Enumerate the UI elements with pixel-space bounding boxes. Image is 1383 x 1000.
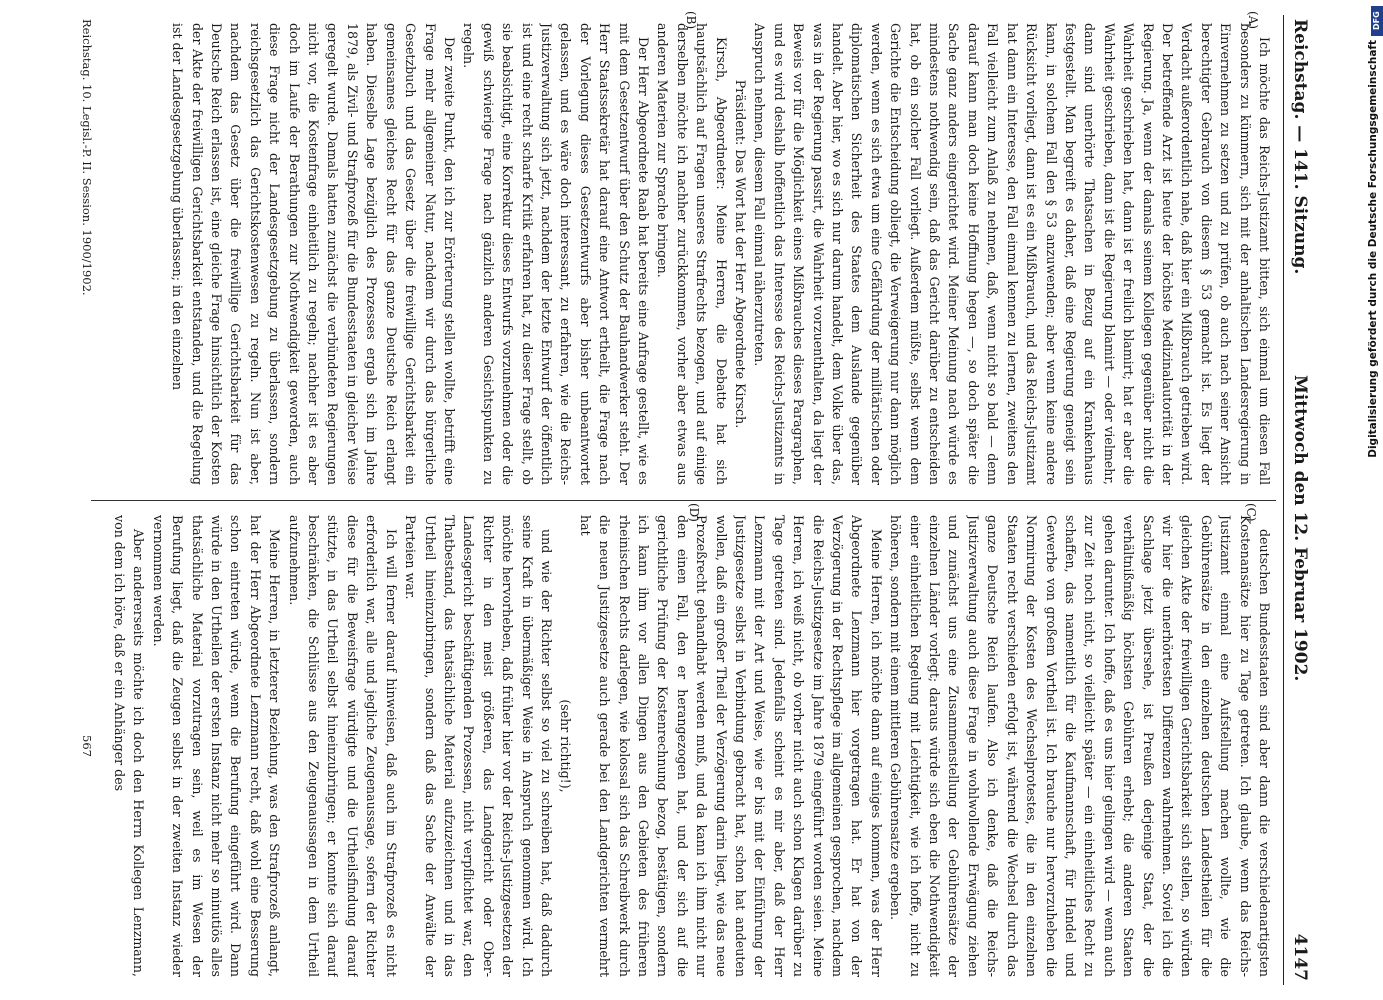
paragraph: Ich möchte das Reichs-Justizamt bitten, sich einmal um diesen Fall besonders zu kümmern, sich mit der anhaltischen Landesregierung in Einvernehmen zu setzen und zu prüfen, ob auch nach seiner Ansicht berechtigter Gebrauch von diesem § 53 gemacht ist. Es liegt der Verdacht außerordentlich nahe, daß hier ein Mißbrauch getrieben wird. Der betreffende Arzt ist heute der höchste Medizinalautorität in der Regierung. Ja, wenn der damals seinem Kollegen gegenüber nicht die Wahrheit geschrieben hat, dann ist er freilich blamirt; hat er aber die Wahrheit geschrieben, dann ist die Regierung blamirt — oder vielmehr, dann sind unerhörte Thatsachen in Bezug auf ein Krankenhaus festgestellt. Man begreift es daher, daß eine Regierung geneigt sein kann, in solchem Fall den § 53 anzuwenden; aber wenn keine andere Rücksicht vorliegt, dann ist es ein Mißbrauch, und das Reichs-Justizamt hat dann ein Interesse, den Fall einmal kennen zu lernen, zweitens den Fall vielleicht zum Anlaß zu nehmen, daß, wenn nicht so bald — denn darauf kann man doch keine Hoffnung hegen —, so doch später die Sache ganz anders eingerichtet wird. Meiner Meinung nach würde es mindestens nothwendig sein, daß das Gericht darüber zu entscheiden hat, ob ein solcher Fall vorliegt. Außerdem müßte, selbst wenn dem Gerichte die Entscheidung obliegt, die Verweigerung nur dann möglich werden, wenn es sich etwa um eine Gefährdung der militärischen oder diplomatischen Sicherheit des Staates dem Auslande gegenüber handelt. Aber hier, wo es sich nur darum handelt, dem Volke über das, was in der Regierung passirt, die Wahrheit vorzuenthalten, da liegt der Beweis vor für die Möglichkeit eines Mißbrauches dieses Paragraphen, und es wird deshalb hoffentlich das Interesse des Reichs-Justizamts in Anspruch nehmen, diesem Fall einmal näherzutreten. xyxy=(752,23,1272,485)
paragraph: deutschen Bundesstaaten sind aber dann die verschiedenartigsten Kostenansätze hier zu Tage getreten. Ich glaube, wenn das Reichs-Justizamt einmal eine Aufstellung machen wollte, wie die Gebührensätze in den einzelnen deutschen Landestheilen für die gleichen Akte der freiwilligen Gerichtsbarkeit sich stellen, so würden wir hier die unerhörtesten Differenzen wahrnehmen. Soviel ich die Sachlage jetzt übersehe, ist Preußen derjenige Staat, der die verhältnißmäßig höchsten Gebühren erhebt; die anderen Staaten gehen darunter. Ich hoffe, daß es uns hier gelingen wird — wenn auch zur Zeit noch nicht, so vielleicht später — ein einheitliches Recht zu schaffen, das namentlich für die Kaufmannschaft, für Handel und Gewerbe von großem Vortheil ist. Ich brauche nur hervorzuheben die Normirung der Kosten des Wechselprotestes, die in den einzelnen Staaten recht verschieden erfolgt ist, während die Wechsel durch das ganze Deutsche Reich laufen. Also ich denke, daß die Reichs-Justizverwaltung auch diese Frage in wohlwollende Erwägung ziehen und zunächst uns eine Zusammenstellung der Gebührensätze der einzelnen Länder vorlegt; daraus würde sich eben die Nothwendigkeit einer einheitlichen Regelung mit Leichtigkeit, wie ich hoffe, nicht zu höheren, sondern mit einem mittleren Gebührensatze ergeben. xyxy=(888,515,1272,977)
paragraph: Aber andererseits möchte ich doch den Herrn Kollegen Lenzmann, von dem ich höre, daß er ein Anhänger des xyxy=(112,515,147,977)
paragraph: Kirsch, Abgeordneter: Meine Herren, die Debatte hat sich hauptsächlich auf Fragen unseres Strafrechts bezogen, und auf einige derselben möchte ich nachher zurückkommen, vorher aber etwas aus anderen Materien zur Sprache bringen. xyxy=(655,23,729,485)
header-left: Reichstag. — 141. Sitzung. xyxy=(1290,19,1310,275)
digitization-credit: Digitalisierung gefördert durch die Deutsche Forschungsgemeinschaft xyxy=(1367,40,1379,458)
left-column xyxy=(94,23,1274,485)
interjection: (sehr richtig!), xyxy=(558,699,574,793)
paragraph: Der Herr Abgeordnete Raab hat bereits eine Anfrage gestellt, wie es mit dem Gesetzentwurf über den Schutz der Bauhandwerker steht. Der Herr Staatssekretär hat darauf eine Antwort ertheilt, die Frage nach der Vorlegung dieses Gesetzentwurfs aber bisher unbeantwortet gelassen, und es wäre doch interessant, zu erfahren, wie die Reichs-Justizverwaltung sich jetzt, nachdem der letzte Entwurf der öffentlich ist und eine recht scharfe Kritik erfahren hat, zu dieser Frage stellt, ob sie beabsichtigt, eine Korrektur dieses Entwurfs vorzunehmen oder die gewiß schwierige Frage nach gänzlich anderen Gesichtspunkten zu regeln. xyxy=(461,23,651,485)
margin-letter-b: (B) xyxy=(684,11,698,30)
page-header xyxy=(1283,15,1316,985)
paragraph: Meine Herren, in letzterer Beziehung, was den Strafprozeß anlangt, hat der Herr Abgeordnete Lenzmann recht, daß wohl eine Besserung schon eintreten würde, wenn die Berufung eingeführt wird. Dann würde in den Urtheilen der ersten Instanz nicht mehr so minutiös alles thatsächliche Material vorzutragen sein, weil es im Wesen der Berufung liegt, daß die Zeugen selbst in der zweiten Instanz wieder vernommen werden. xyxy=(150,515,283,977)
paragraph: Der zweite Punkt, den ich zur Erörterung stellen wollte, betrifft eine Frage mehr allgemeiner Natur, nachdem wir durch das bürgerliche Gesetzbuch und das Gesetz über die freiwillige Gerichtsbarkeit ein gemeinsames gleiches Recht für das ganze Deutsche Reich erlangt haben. Dieselbe Lage bezüglich des Prozesses ergab sich im Jahre 1879, als Zivil- und Strafprozeß für die Bundesstaaten in gleicher Weise geregelt wurde. Damals hatten zunächst die verbündeten Regierungen nicht vor, die Kostenfrage einheitlich zu regeln; nachher ist es aber doch im Laufe der Berathungen zur Nothwendigkeit geworden, auch diese Frage nicht der Landesgesetzgebung zu überlassen, sondern reichsgesetzlich das Gerichtskostenwesen zu regeln. Nun ist aber, nachdem das Gesetz über die freiwillige Gerichtsbarkeit für das Deutsche Reich erlassen ist, eine gleiche Frage hinsichtlich der Kosten der Akte der freiwilligen Gerichtsbarkeit entstanden, und die Regelung ist der Landesgesetzgebung überlassen; in den einzelnen xyxy=(170,23,457,485)
margin-letter-d: (D) xyxy=(687,503,701,522)
margin-letter-c: (C) xyxy=(1244,503,1258,522)
document-page xyxy=(76,11,1316,985)
footer-sheet-number: 567 xyxy=(80,735,94,757)
paragraph: und wie der Richter selbst so viel zu schreiben hat, daß dadurch seine Kraft in übermäßiger Weise in Anspruch genommen wird. Ich möchte hervorheben, daß früher hier vor der Reichs-Justizgesetzen der Richter in den meist größeren, das Landgericht oder Ober-Landesgericht beschäftigenden Prozessen, nicht verpflichtet war, den Thatbestand, das thatsächliche Material aufzuzeichnen und in das Urtheil hineinzubringen, sondern daß das Sache der Anwälte der Parteien war. xyxy=(403,515,554,977)
page-number: 4147 xyxy=(1290,933,1310,981)
speaker-line: Präsident: Das Wort hat der Herr Abgeordnete Kirsch. xyxy=(733,79,749,429)
margin-letter-a: (A) xyxy=(1246,11,1260,30)
header-date: Mittwoch den 12. Februar 1902. xyxy=(1290,375,1310,682)
footer-session: Reichstag. 10. Legisl.-P. II. Session. 1900/1902. xyxy=(80,19,94,296)
right-column xyxy=(94,515,1274,977)
dfg-logo: DFG xyxy=(1371,6,1383,36)
paragraph: Meine Herren, ich möchte dann auf einiges kommen, was der Herr Abgeordnete Lenzmann hier vorgetragen hat. Er hat von der Verzögerung in der Rechtspflege im allgemeinen gesprochen, nachdem die Reichs-Justizgesetze im Jahre 1879 eingeführt worden seien. Meine Herren, ich weiß nicht, ob vorher nicht auch schon Klagen darüber zu Tage getreten sind. Jedenfalls scheint es mir aber, daß der Herr Lenzmann mit der Art und Weise, wie er bis mit der Einführung der Justizgesetze selbst in Verbindung gebracht hat, schon hat andeuten wollen, daß ein großer Theil der Verzögerung darin liegt, wie das neue Prozeßrecht gehandhabt werden muß, und da kann ich ihm nicht nur den einen Fall, den er herangezogen hat, und der sich auf die gerichtliche Prüfung der Kostenrechnung bezog, bestätigen, sondern ich kann ihm vor allen Dingen aus den Gebieten des früheren rheinischen Rechts darlegen, wie kolossal sich das Schreibwerk durch die neuen Justizgesetze auch gerade bei den Landgerichten vermehrt hat xyxy=(577,515,884,977)
column-rule xyxy=(91,500,1276,501)
paragraph: Ich will ferner darauf hinweisen, daß auch im Strafprozeß es nicht erforderlich war, alle und jegliche Zeugenaussage, sofern der Richter diese für die Beweisfrage würdigte und die Urtheilsfindung darauf stützte, in das Urtheil selbst hineinzubringen; er konnte sich darauf beschränken, die Schlüsse aus den Zeugenaussagen in dem Urtheil aufzunehmen. xyxy=(286,515,399,977)
